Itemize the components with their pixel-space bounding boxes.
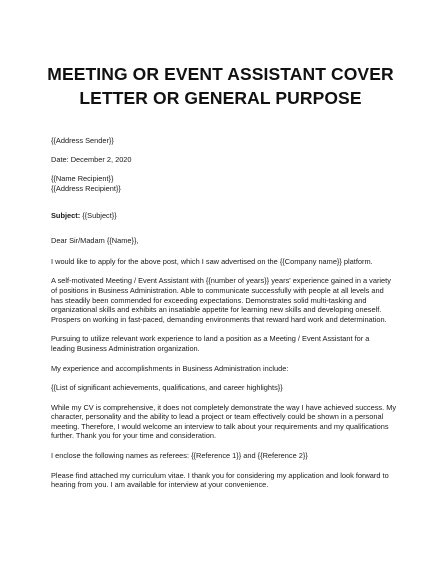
title-line-2: LETTER OR GENERAL PURPOSE (79, 88, 362, 108)
paragraph-3-line: Pursuing to utilize relevant work experience to land a position as a Meeting / Event Assistant for a (51, 334, 370, 344)
paragraph-2 (51, 276, 406, 324)
paragraph-6-line: meeting. Therefore, I would welcome an interview to talk about your requirements and my qualifications (51, 421, 389, 431)
recipient-name: {{Name Recipient}} (51, 174, 114, 184)
paragraph-7 (51, 451, 406, 461)
paragraph-8-line: hearing from you. I am available for interview at your convenience. (51, 480, 269, 490)
sender-address: {{Address Sender}} (51, 136, 114, 145)
greeting: Dear Sir/Madam {{Name}}, (51, 236, 139, 246)
paragraph-6-line: further. Thank you for your time and consideration. (51, 431, 217, 441)
paragraph-1-line: I would like to apply for the above post, which I saw advertised on the {{Company name}} platform. (51, 256, 373, 266)
subject-value: {{Subject}} (82, 210, 117, 220)
paragraph-2-line: has steadily been commended for exceeding expectations. Demonstrates solid multi-tasking and (51, 295, 367, 305)
paragraph-3-line: leading Business Administration organization. (51, 343, 200, 353)
subject-line (51, 211, 406, 221)
paragraph-1 (51, 257, 406, 267)
paragraph-2-line: of positions in Business Administration. Able to communicate successfully with people at all levels and (51, 285, 384, 295)
paragraph-2-line: A self-motivated Meeting / Event Assistant with {{number of years}} years' experience gained in a variety (51, 276, 391, 286)
paragraph-8 (51, 471, 406, 490)
paragraph-2-line: organizational skills and exhibits an insatiable appetite for learning new skills and developing oneself. (51, 305, 382, 315)
paragraph-6-line: While my CV is comprehensive, it does not completely demonstrate the way I have achieved success. My (51, 402, 397, 412)
paragraph-8-line: Please find attached my curriculum vitae. I thank you for considering my application and look forward to (51, 470, 389, 480)
paragraph-6-line: character, personality and the ability to lead a project or team effectively could be shown in a personal (51, 412, 384, 422)
recipient-address: {{Address Recipient}} (51, 183, 121, 193)
letter-date: Date: December 2, 2020 (51, 155, 132, 165)
paragraph-5-line: {{List of significant achievements, qualifications, and career highlights}} (51, 383, 283, 393)
recipient-block (51, 174, 406, 193)
paragraph-4-line: My experience and accomplishments in Business Administration include: (51, 363, 289, 373)
paragraph-4 (51, 364, 406, 374)
letter-title (35, 62, 406, 110)
paragraph-7-line: I enclose the following names as referees: {{Reference 1}} and {{Reference 2}} (51, 451, 308, 461)
paragraph-6 (51, 403, 406, 441)
subject-label: Subject: (51, 210, 81, 220)
paragraph-5 (51, 383, 406, 393)
title-line-1: MEETING OR EVENT ASSISTANT COVER (47, 64, 394, 84)
paragraph-3 (51, 334, 406, 353)
paragraph-2-line: Prospers on working in fast-paced, demanding environments that reward hard work and determination. (51, 314, 387, 324)
